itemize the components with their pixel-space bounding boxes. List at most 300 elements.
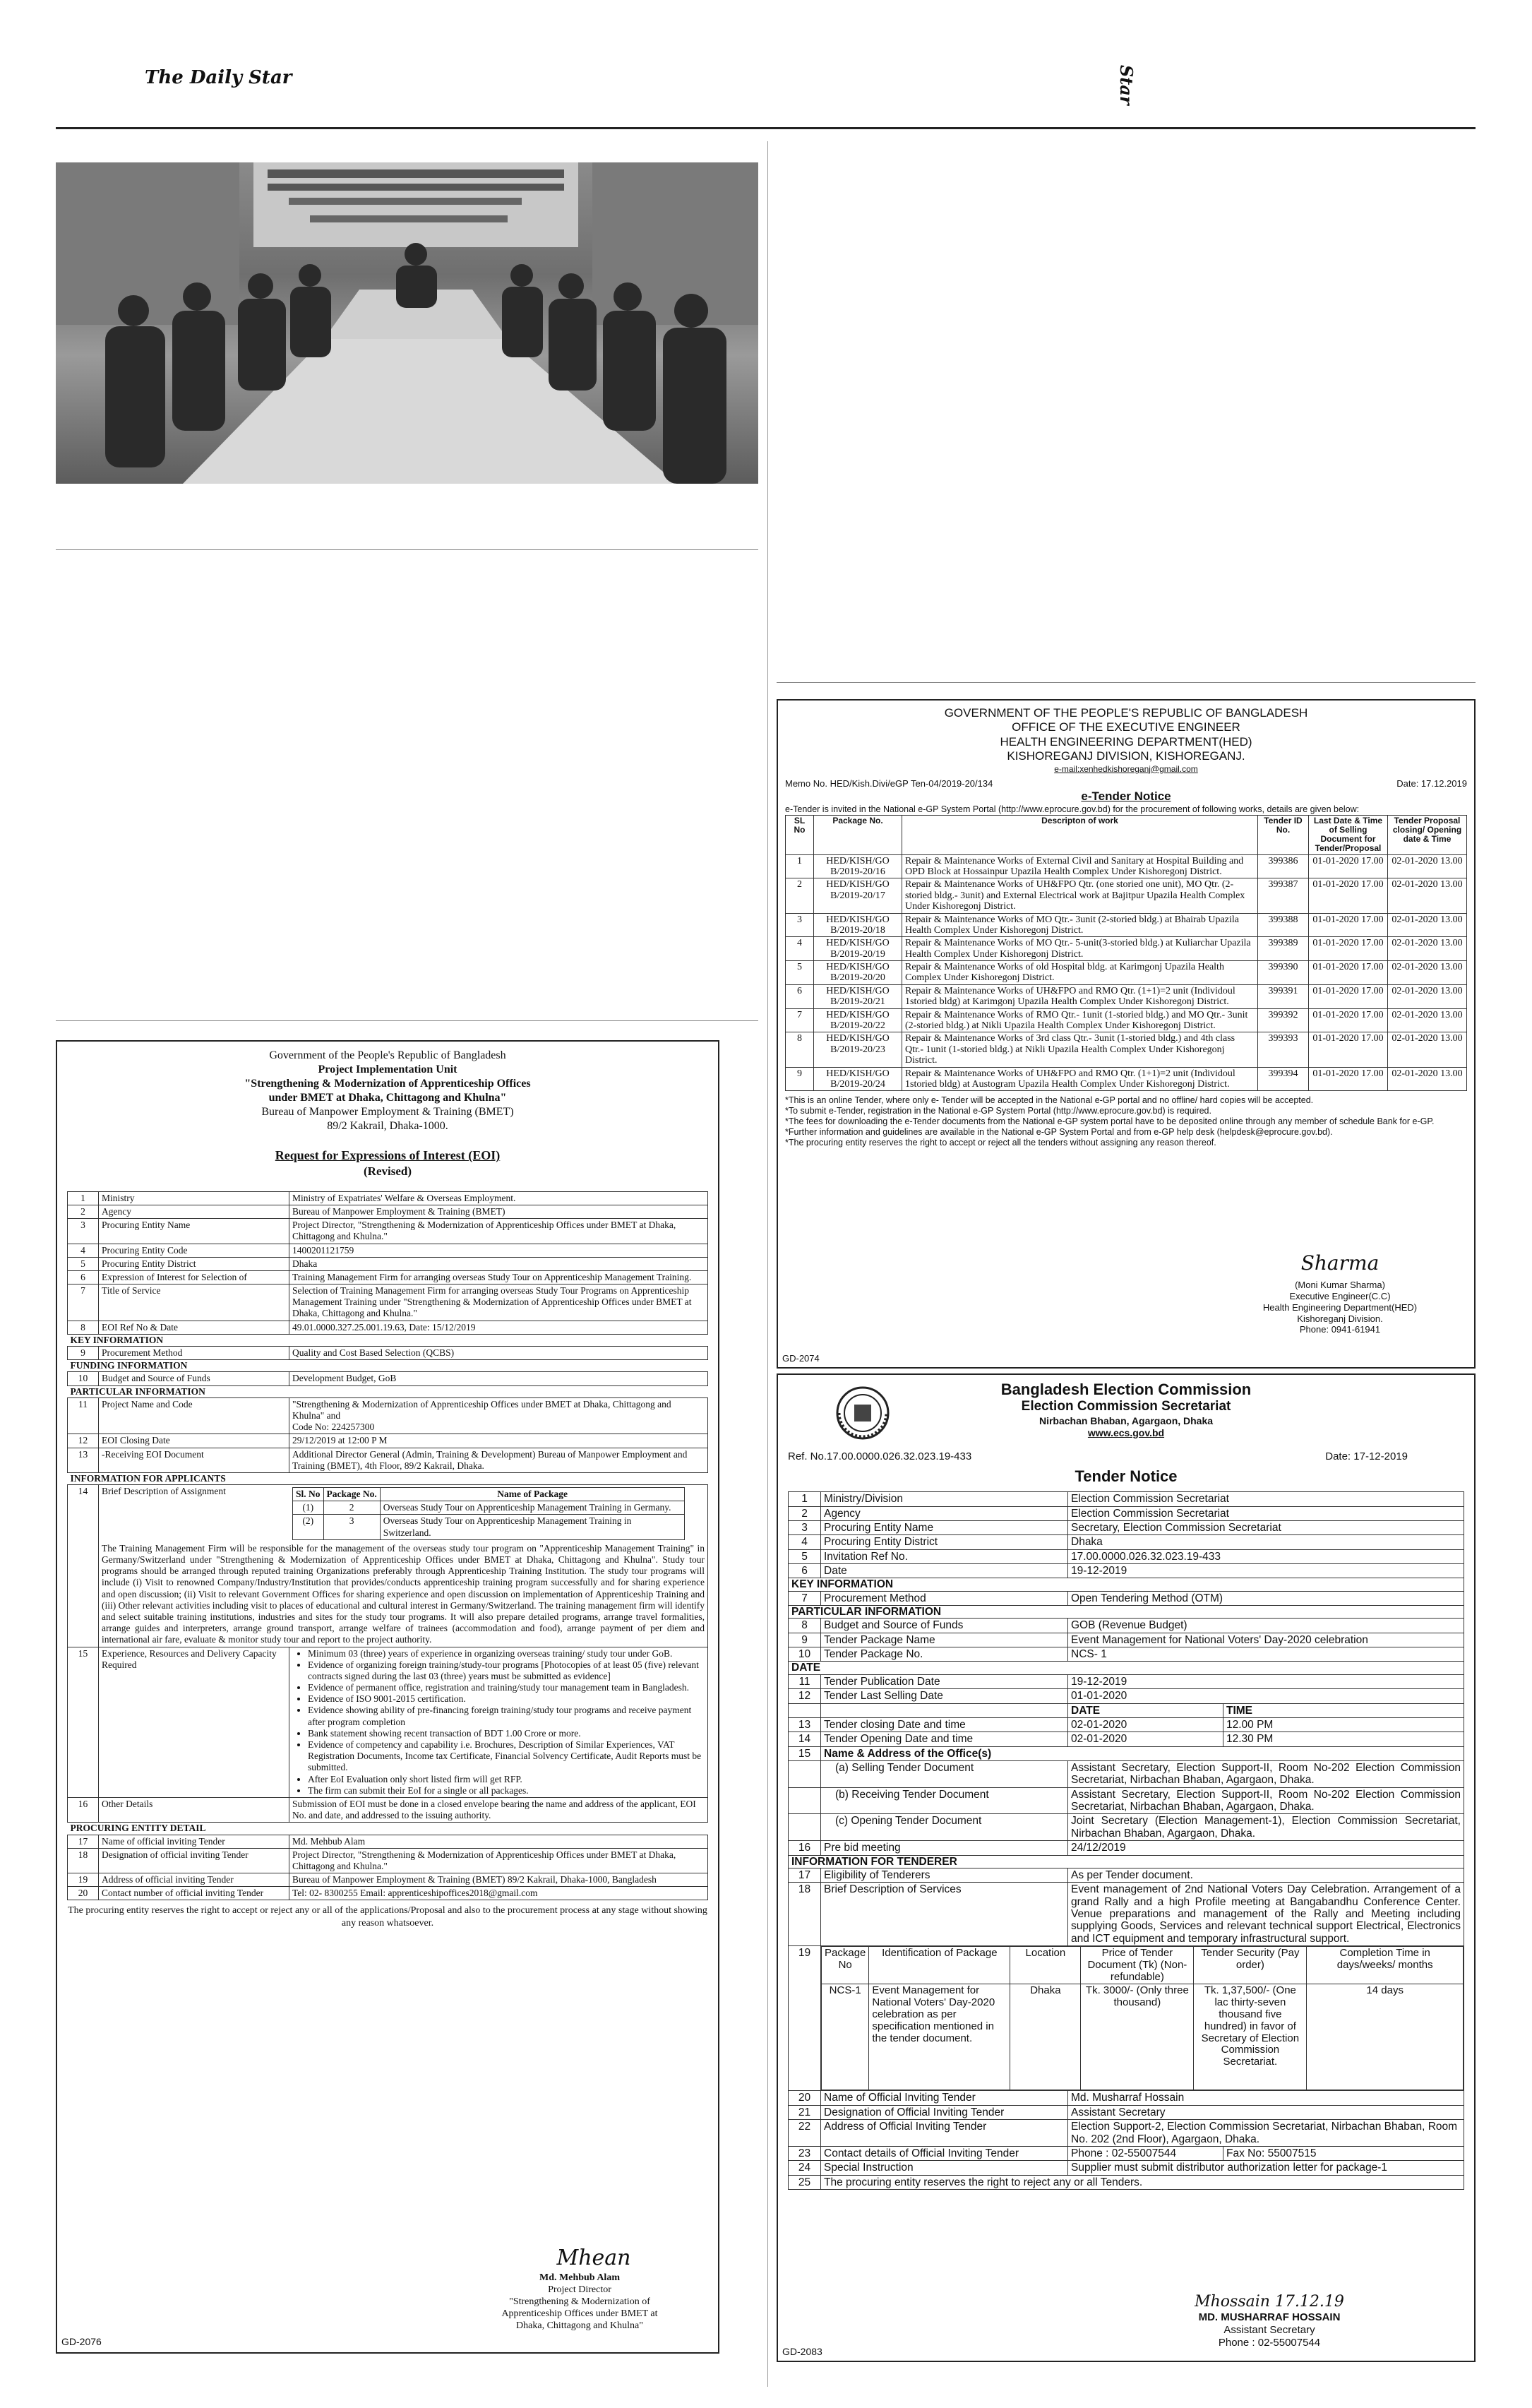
hed-col-header: Descripton of work <box>902 815 1258 854</box>
table-cell: 16 <box>68 1797 99 1822</box>
table-cell: 5 <box>786 961 814 985</box>
table-cell: 15 <box>68 1647 99 1797</box>
table-cell: Project Name and Code <box>99 1397 289 1434</box>
table-cell: EOI Closing Date <box>99 1434 289 1448</box>
table-cell: Joint Secretary (Election Management-1), Election Commission Secretariat, Nirbachan Bhaban, Agargaon, Dhaka. <box>1068 1814 1464 1841</box>
table-cell: 02-01-2020 13.00 <box>1388 913 1467 937</box>
office-row <box>789 1761 1464 1788</box>
eoi-title: Request for Expressions of Interest (EOI) <box>275 1148 501 1162</box>
masthead-left: The Daily Star <box>145 67 292 88</box>
table-row <box>68 1372 708 1385</box>
package-col-header: Package No. <box>323 1488 380 1501</box>
section-heading: FUNDING INFORMATION <box>70 1360 188 1371</box>
table-cell: 399391 <box>1258 984 1309 1008</box>
table-cell: 02-01-2020 13.00 <box>1388 961 1467 985</box>
table-row <box>789 1868 1464 1882</box>
table-row <box>786 1008 1467 1032</box>
table-row <box>789 1946 1464 2091</box>
table-cell: Address of official inviting Tender <box>99 1873 289 1887</box>
table-row <box>789 1520 1464 1534</box>
table-cell: Assistant Secretary, Election Support-II, Room No-202 Election Commission Secretariat, Nirbachan Bhaban, Agargaon, Dhaka. <box>1068 1761 1464 1788</box>
table-cell: Development Budget, GoB <box>289 1372 708 1385</box>
table-cell: 17 <box>68 1835 99 1848</box>
table-row <box>789 1647 1464 1662</box>
eoi-header-line: Government of the People's Republic of Bangladesh <box>269 1049 506 1061</box>
table-cell: 1 <box>68 1191 99 1205</box>
package-col-header: Completion Time in days/weeks/ months <box>1307 1947 1464 1984</box>
hed-intro: e-Tender is invited in the National e-GP System Portal (http://www.eprocure.gov.bd) for the procurement of following works, details are given below: <box>785 804 1360 814</box>
office-label: (c) Opening Tender Document <box>821 1814 1068 1841</box>
table-cell: Election Support-2, Election Commission Secretariat, Nirbachan Bhaban, Room No. 202 (2nd Floor), Agargaon, Dhaka. <box>1068 2120 1464 2147</box>
hed-sig-name: (Moni Kumar Sharma) <box>1295 1280 1385 1290</box>
package-cell: Event Management for National Voters' Day-2020 celebration as per specification mentioned in the tender document. <box>869 1984 1010 2090</box>
section-row <box>789 1606 1464 1619</box>
table-cell: (2) <box>293 1515 324 1539</box>
table-cell: Procurement Method <box>99 1347 289 1360</box>
ec-sig-desig: Assistant Secretary <box>1223 2324 1315 2337</box>
table-row <box>68 1397 708 1434</box>
section-heading: KEY INFORMATION <box>789 1578 1464 1591</box>
table-row <box>786 913 1467 937</box>
table-cell: HED/KISH/GO B/2019-20/19 <box>814 937 902 961</box>
hed-header-line: HEALTH ENGINEERING DEPARTMENT(HED) <box>1000 734 1252 749</box>
table-cell: 1 <box>789 1492 821 1506</box>
table-cell: 29/12/2019 at 12:00 P M <box>289 1434 708 1448</box>
hed-title: e-Tender Notice <box>1081 789 1171 803</box>
table-cell: Date <box>821 1563 1068 1578</box>
eoi-subtitle: (Revised) <box>364 1164 412 1178</box>
table-row <box>68 1191 708 1205</box>
table-cell: 23 <box>789 2146 821 2160</box>
cell-label: Brief Description of Assignment <box>102 1486 226 1497</box>
ec-sig-name: MD. MUSHARRAF HOSSAIN <box>1198 2311 1341 2324</box>
table-cell: 19 <box>789 1946 821 2091</box>
table-cell: Supplier must submit distributor authorization letter for package-1 <box>1068 2161 1464 2175</box>
table-cell: 13 <box>68 1448 99 1472</box>
table-cell: 12 <box>789 1689 821 1703</box>
eoi-signature: Mhean Md. Mehbub Alam Project Director "Strengthening & Modernization of Apprenticeship Offices under BMET at Dhaka, Chittagong and Khulna" <box>453 2246 707 2332</box>
table-cell: Name of official inviting Tender <box>99 1835 289 1848</box>
table-cell: As per Tender document. <box>1068 1868 1464 1882</box>
hed-signature: Sharma (Moni Kumar Sharma) Executive Engineer(C.C) Health Engineering Department(HED) Kishoreganj Division. Phone: 0941-61941 <box>1234 1251 1446 1335</box>
table-cell: Expression of Interest for Selection of <box>99 1270 289 1284</box>
table-cell: 01-01-2020 <box>1068 1689 1464 1703</box>
table-row <box>789 1549 1464 1563</box>
table-cell: Repair & Maintenance Works of External Civil and Sanitary at Hospital Building and OPD Block at Hossainpur Upazila Health Complex Under Kishoregonj District. <box>902 854 1258 878</box>
eoi-sig-line: Dhaka, Chittagong and Khulna" <box>516 2320 643 2331</box>
requirement-item: • Bank statement showing recent transaction of BDT 1.00 Crore or more. <box>308 1728 705 1739</box>
table-cell: 3 <box>786 913 814 937</box>
table-cell: Procuring Entity Name <box>99 1219 289 1244</box>
table-cell: 01-01-2020 17.00 <box>1309 961 1388 985</box>
table-row <box>789 2120 1464 2147</box>
table-cell: Phone : 02-55007544 <box>1068 2146 1223 2160</box>
table-cell: 02-01-2020 13.00 <box>1388 1032 1467 1067</box>
requirement-item: • Evidence of ISO 9001-2015 certification. <box>308 1693 705 1705</box>
table-cell: 11 <box>68 1397 99 1434</box>
table-cell <box>99 1485 708 1647</box>
table-cell: Budget and Source of Funds <box>821 1619 1068 1633</box>
table-row <box>789 1732 1464 1746</box>
table-cell: 6 <box>786 984 814 1008</box>
table-cell: 18 <box>68 1848 99 1873</box>
table-cell: 2 <box>789 1506 821 1520</box>
table-cell: 5 <box>68 1257 99 1270</box>
table-row <box>68 1205 708 1218</box>
table-cell: 6 <box>68 1270 99 1284</box>
table-cell: HED/KISH/GO B/2019-20/17 <box>814 878 902 913</box>
package-cell: Tk. 3000/- (Only three thousand) <box>1081 1984 1194 2090</box>
table-cell: HED/KISH/GO B/2019-20/24 <box>814 1067 902 1091</box>
office-label: (a) Selling Tender Document <box>821 1761 1068 1788</box>
table-row <box>789 2091 1464 2105</box>
table-cell: Assistant Secretary, Election Support-II, Room No-202 Election Commission Secretariat, Nirbachan Bhaban, Agargaon, Dhaka. <box>1068 1787 1464 1814</box>
table-cell: Tender Opening Date and time <box>821 1732 1068 1746</box>
table-cell: Repair & Maintenance Works of MO Qtr.- 3unit (2-storied bldg.) at Bhairab Upazila Health Complex Under Kishoregonj District. <box>902 913 1258 937</box>
table-row <box>789 2105 1464 2119</box>
table-cell: 399389 <box>1258 937 1309 961</box>
hed-header-line: KISHOREGANJ DIVISION, KISHOREGANJ. <box>1007 749 1245 763</box>
section-row <box>68 1823 708 1835</box>
table-cell: 7 <box>789 1591 821 1605</box>
section-heading: PROCURING ENTITY DETAIL <box>70 1823 206 1834</box>
table-cell: 22 <box>789 2120 821 2147</box>
table-cell: 02-01-2020 13.00 <box>1388 984 1467 1008</box>
table-cell: 19-12-2019 <box>1068 1674 1464 1688</box>
eoi-header-line: under BMET at Dhaka, Chittagong and Khulna" <box>268 1092 507 1104</box>
table-row <box>789 1717 1464 1732</box>
table-cell: Submission of EOI must be done in a closed envelope bearing the name and address of the applicant, EOI No. and date, and addressed to the issuing authority. <box>289 1797 708 1822</box>
table-cell: Procuring Entity District <box>821 1535 1068 1549</box>
package-col-header: Price of Tender Document (Tk) (Non-refundable) <box>1081 1947 1194 1984</box>
table-row <box>68 1835 708 1848</box>
table-cell: 399387 <box>1258 878 1309 913</box>
table-cell: 24 <box>789 2161 821 2175</box>
table-row <box>68 1448 708 1472</box>
package-row <box>293 1501 685 1515</box>
table-cell: 01-01-2020 17.00 <box>1309 984 1388 1008</box>
table-cell: Overseas Study Tour on Apprenticeship Management Training in Germany. <box>380 1501 685 1515</box>
hed-sig-line: Kishoreganj Division. <box>1297 1313 1383 1324</box>
table-cell: 9 <box>786 1067 814 1091</box>
hed-note: *Further information and guidelines are available in the National e-GP System Portal and from e-GP help desk (helpdesk@eprocure.gov.bd). <box>785 1127 1333 1138</box>
table-cell: Md. Musharraf Hossain <box>1068 2091 1464 2105</box>
office-row <box>789 1814 1464 1841</box>
masthead-rule <box>56 127 1476 129</box>
requirement-item: • Minimum 03 (three) years of experience in organizing overseas training/ study tour under GoB. <box>308 1648 705 1659</box>
ec-title: Tender Notice <box>1075 1467 1178 1485</box>
table-cell: 3 <box>323 1515 380 1539</box>
hed-col-header: Tender Proposal closing/ Opening date & Time <box>1388 815 1467 854</box>
ec-emblem-icon <box>834 1385 891 1441</box>
table-cell: 399392 <box>1258 1008 1309 1032</box>
table-cell: 20 <box>68 1887 99 1900</box>
table-row <box>68 1873 708 1887</box>
table-cell: 14 <box>789 1732 821 1746</box>
package-cell: Dhaka <box>1010 1984 1081 2090</box>
table-row <box>786 1032 1467 1067</box>
requirement-item: • The firm can submit their EoI for a single or all packages. <box>308 1785 705 1796</box>
table-cell: Tender Publication Date <box>821 1674 1068 1688</box>
eoi-header <box>67 1049 708 1179</box>
table-row <box>789 1689 1464 1703</box>
table-row <box>68 1848 708 1873</box>
table-cell: Procuring Entity Code <box>99 1244 289 1257</box>
table-cell: 399390 <box>1258 961 1309 985</box>
table-row <box>789 1492 1464 1506</box>
table-row <box>68 1887 708 1900</box>
table-cell: (1) <box>293 1501 324 1515</box>
table-cell: 16 <box>789 1841 821 1855</box>
section-row <box>789 1855 1464 1868</box>
package-col-header: Tender Security (Pay order) <box>1194 1947 1307 1984</box>
table-cell: Repair & Maintenance Works of 3rd class Qtr.- 3unit (1-storied bldg.) and 4th class Qtr.- 1unit (1-storied bldg.) at Nikli Upazila Health Complex Under Kishoregonj District. <box>902 1032 1258 1067</box>
table-cell: 01-01-2020 17.00 <box>1309 854 1388 878</box>
requirement-item: • Evidence showing ability of pre-financing foreign training/study tour programs and receive payment after program completion <box>308 1705 705 1727</box>
table-cell: 6 <box>789 1563 821 1578</box>
table-row <box>68 1321 708 1334</box>
cell-text: "Strengthening & Modernization of Apprenticeship Offices under BMET at Dhaka, Chittagong and Khulna" and <box>292 1398 671 1421</box>
table-cell: HED/KISH/GO B/2019-20/21 <box>814 984 902 1008</box>
table-cell: Name of Official Inviting Tender <box>821 2091 1068 2105</box>
table-cell: Special Instruction <box>821 2161 1068 2175</box>
ec-website: www.ecs.gov.bd <box>1087 1426 1165 1438</box>
table-cell: Bureau of Manpower Employment & Training (BMET) <box>289 1205 708 1218</box>
package-col-header: Name of Package <box>380 1488 685 1501</box>
table-cell: 01-01-2020 17.00 <box>1309 1067 1388 1091</box>
table-row <box>786 1067 1467 1091</box>
table-cell: Bureau of Manpower Employment & Training (BMET) 89/2 Kakrail, Dhaka-1000, Bangladesh <box>289 1873 708 1887</box>
requirement-item: • After EoI Evaluation only short listed firm will get RFP. <box>308 1774 705 1785</box>
cell-text: Code No: 224257300 <box>292 1421 375 1433</box>
hed-col-header: Package No. <box>814 815 902 854</box>
table-row <box>789 1703 1464 1717</box>
ec-header-line: Election Commission Secretariat <box>1021 1399 1231 1414</box>
table-row <box>786 878 1467 913</box>
table-cell: HED/KISH/GO B/2019-20/22 <box>814 1008 902 1032</box>
requirement-item: • Evidence of organizing foreign training/study-tour programs [Photocopies of at least 05 (five) relevant contracts signed during the last 03 (three) years must be submitted as evidence] <box>308 1659 705 1682</box>
table-cell: Invitation Ref No. <box>821 1549 1068 1563</box>
eoi-notice <box>56 1040 719 2354</box>
table-cell: Event management of 2nd National Voters Day Celebration. Arrangement of a grand Rally and a high Profile meeting at Bangabandhu Conference Center. Venue preparations and management of the Rally and Meeting including supplying Goods, Services and relevant technical support Electrical, Electronics and ICT equipment and temporary infrastructural support. <box>1068 1883 1464 1946</box>
table-cell: HED/KISH/GO B/2019-20/20 <box>814 961 902 985</box>
table-cell: 9 <box>789 1633 821 1647</box>
table-cell: Repair & Maintenance Works of old Hospital bldg. at Karimgonj Upazila Health Complex Under Kishoregonj District. <box>902 961 1258 985</box>
table-cell: 01-01-2020 17.00 <box>1309 1032 1388 1067</box>
table-row <box>68 1347 708 1360</box>
table-cell: 01-01-2020 17.00 <box>1309 878 1388 913</box>
table-cell: Designation of official inviting Tender <box>99 1848 289 1873</box>
ec-tender-notice <box>777 1373 1476 2362</box>
table-row <box>789 1506 1464 1520</box>
table-cell: 8 <box>789 1619 821 1633</box>
masthead-right: Star <box>1116 65 1137 105</box>
table-cell: Procurement Method <box>821 1591 1068 1605</box>
table-cell: Procuring Entity District <box>99 1257 289 1270</box>
ec-table <box>788 1491 1464 2190</box>
table-cell: Repair & Maintenance Works of RMO Qtr.- 1unit (1-storied bldg.) and MO Qtr.- 3unit (2-storied bldg.) at Nikli Upazila Health Complex Under Kishoregonj District. <box>902 1008 1258 1032</box>
table-cell: 8 <box>68 1321 99 1334</box>
table-row <box>789 1633 1464 1647</box>
package-cell: 14 days <box>1307 1984 1464 2090</box>
table-cell: 01-01-2020 17.00 <box>1309 913 1388 937</box>
table-row <box>789 1746 1464 1760</box>
assignment-description: The Training Management Firm will be responsible for the management of the overseas study tour program on "Apprenticeship Management Training" in Germany/Switzerland under "Strengthening & Modernization of Apprenticeship Offices under BMET at Dhaka, Chittagong and Khulna". Study tour programs should be arranged through reputed training Organizations preferably through Apprenticeship Training Institution. The study tour programs will include (i) Visit to renowned Company/Industry/Institution that provides/conducts apprenticeship training program successfully and for sharing experience and open discussion; (ii) Visit to relevant Government Offices for sharing experience and open discussion on implementation of Apprenticeship Training and (iii) Other relevant activities including visit to places of educational and cultural interest in Germany/Switzerland. The training management firm will identify and select suitable training institutions, industries and sites for the study tour programs. It will also prepare detailed programs, arrange travel formalities, arrange guides and interpreters, arrange ground transport, arrange welfare of trainees (accommodation and food), arrange payment of per diem and international air fare, evaluate & monitor study tour and report to the project authority. <box>102 1542 705 1645</box>
table-cell: Designation of Official Inviting Tender <box>821 2105 1068 2119</box>
table-row <box>789 1535 1464 1549</box>
package-col-header: Location <box>1010 1947 1081 1984</box>
package-col-header: Identification of Package <box>869 1947 1010 1984</box>
table-cell: 24/12/2019 <box>1068 1841 1464 1855</box>
package-grid <box>821 1946 1464 2090</box>
table-cell: Pre bid meeting <box>821 1841 1068 1855</box>
table-cell: Tender Package No. <box>821 1647 1068 1662</box>
section-row <box>68 1360 708 1372</box>
table-row <box>68 1244 708 1257</box>
hed-etender-notice <box>777 699 1476 1369</box>
table-cell: Name & Address of the Office(s) <box>821 1746 1464 1760</box>
table-cell: Agency <box>821 1506 1068 1520</box>
table-row <box>786 854 1467 878</box>
table-row <box>786 984 1467 1008</box>
table-cell: 02-01-2020 <box>1068 1732 1223 1746</box>
table-cell: 18 <box>789 1883 821 1946</box>
meeting-photo <box>56 162 758 484</box>
table-row <box>68 1270 708 1284</box>
table-cell <box>289 1647 708 1797</box>
section-rule <box>56 549 758 550</box>
table-cell: 3 <box>789 1520 821 1534</box>
table-cell: Ministry <box>99 1191 289 1205</box>
eoi-header-line: "Strengthening & Modernization of Apprenticeship Offices <box>244 1078 531 1090</box>
table-cell: EOI Ref No & Date <box>99 1321 289 1334</box>
table-cell: 01-01-2020 17.00 <box>1309 1008 1388 1032</box>
requirement-item: • Evidence of permanent office, registration and training/study tour management team in Bangladesh. <box>308 1682 705 1693</box>
table-cell: 21 <box>789 2105 821 2119</box>
table-cell: Other Details <box>99 1797 289 1822</box>
table-row <box>786 937 1467 961</box>
eoi-footer: The procuring entity reserves the right to accept or reject any or all of the applications/Proposal and also to the procurement process at any stage without showing any reason whatsoever. <box>68 1905 707 1929</box>
table-cell: 5 <box>789 1549 821 1563</box>
table-cell: Ministry/Division <box>821 1492 1068 1506</box>
table-cell: -Receiving EOI Document <box>99 1448 289 1472</box>
table-row <box>68 1797 708 1822</box>
table-cell: The procuring entity reserves the right to reject any or all Tenders. <box>821 2175 1464 2189</box>
table-cell <box>289 1397 708 1434</box>
ec-date: Date: 17-12-2019 <box>1325 1450 1408 1462</box>
section-rule <box>777 682 1476 683</box>
table-row <box>789 1591 1464 1605</box>
table-cell: Contact details of Official Inviting Tender <box>821 2146 1068 2160</box>
hed-sig-line: Executive Engineer(C.C) <box>1289 1290 1391 1301</box>
table-cell: 4 <box>786 937 814 961</box>
hed-memo: Memo No. HED/Kish.Divi/eGP Ten-04/2019-20/134 <box>785 777 993 789</box>
section-heading: INFORMATION FOR APPLICANTS <box>70 1472 226 1484</box>
hed-note: *To submit e-Tender, registration in the National e-GP System Portal (http://www.eprocure.gov.bd) is required. <box>785 1106 1211 1116</box>
table-row <box>68 1647 708 1797</box>
table-cell: 19 <box>68 1873 99 1887</box>
table-cell: Md. Mehbub Alam <box>289 1835 708 1848</box>
table-cell: Selection of Training Management Firm for arranging overseas Study Tour Programs on Apprenticeship Management Training under "Strengthening & Modernization of Apprenticeship Offices under BMET at Dhaka, Chittagong and Khulna." <box>289 1285 708 1321</box>
hed-col-header: Tender ID No. <box>1258 815 1309 854</box>
table-row <box>789 2161 1464 2175</box>
eoi-table <box>67 1191 708 1901</box>
table-cell: Overseas Study Tour on Apprenticeship Management Training in Switzerland. <box>380 1515 685 1539</box>
table-cell: Tender closing Date and time <box>821 1717 1068 1732</box>
package-cell: Tk. 1,37,500/- (One lac thirty-seven thousand five hundred) in favor of Secretary of Election Commission Secretariat. <box>1194 1984 1307 2090</box>
table-cell: Project Director, "Strengthening & Modernization of Apprenticeship Offices under BMET at Dhaka, Chittagong and Khulna." <box>289 1219 708 1244</box>
table-cell: 20 <box>789 2091 821 2105</box>
eoi-sig-line: Apprenticeship Offices under BMET at <box>501 2308 658 2319</box>
table-cell: Additional Director General (Admin, Training & Development) Bureau of Manpower Employment and Training (BMET), 4th Floor, 89/2 Kakrail, Dhaka. <box>289 1448 708 1472</box>
table-cell: Tender Package Name <box>821 1633 1068 1647</box>
eoi-header-line: Project Implementation Unit <box>318 1063 457 1075</box>
table-row <box>789 1674 1464 1688</box>
eoi-header-line: Bureau of Manpower Employment & Training (BMET) <box>261 1106 514 1118</box>
hed-sig-line: Health Engineering Department(HED) <box>1262 1301 1418 1313</box>
table-row <box>789 1883 1464 1946</box>
table-cell: 15 <box>789 1746 821 1760</box>
hed-email: e-mail:xenhedkishoreganj@gmail.com <box>1054 763 1198 774</box>
section-heading: PARTICULAR INFORMATION <box>70 1385 205 1397</box>
table-cell: Title of Service <box>99 1285 289 1321</box>
eoi-sig-desig: Project Director <box>548 2284 611 2295</box>
table-cell: 13 <box>789 1717 821 1732</box>
table-cell: 12 <box>68 1434 99 1448</box>
table-cell: 49.01.0000.327.25.001.19.63, Date: 15/12/2019 <box>289 1321 708 1334</box>
section-row <box>68 1334 708 1346</box>
table-cell: 19-12-2019 <box>1068 1563 1464 1578</box>
ec-ref: Ref. No.17.00.0000.026.32.023.19-433 <box>788 1450 972 1462</box>
table-cell: Project Director, "Strengthening & Modernization of Apprenticeship Offices under BMET at Dhaka, Chittagong and Khulna." <box>289 1848 708 1873</box>
table-cell: 399394 <box>1258 1067 1309 1091</box>
hed-note: *The fees for downloading the e-Tender documents from the National e-GP system portal have to be deposited online through any member of schedule Bank for e-GP. <box>785 1116 1435 1127</box>
table-row <box>789 1841 1464 1855</box>
hed-header-line: OFFICE OF THE EXECUTIVE ENGINEER <box>1012 720 1240 734</box>
table-row <box>786 961 1467 985</box>
eoi-sig-line: "Strengthening & Modernization of <box>509 2296 650 2307</box>
section-row <box>68 1472 708 1484</box>
section-heading: DATE <box>789 1662 1464 1674</box>
table-cell: Secretary, Election Commission Secretariat <box>1068 1520 1464 1534</box>
office-row <box>789 1787 1464 1814</box>
table-cell: 02-01-2020 13.00 <box>1388 1008 1467 1032</box>
requirement-item: • Evidence of competency and capability i.e. Brochures, Description of Similar Experiences, VAT Registration Documents, Income tax Certificate, Financial Solvency Certificate, Audit Reports must be submitted. <box>308 1739 705 1774</box>
table-cell: HED/KISH/GO B/2019-20/18 <box>814 913 902 937</box>
table-cell: 25 <box>789 2175 821 2189</box>
table-cell: Quality and Cost Based Selection (QCBS) <box>289 1347 708 1360</box>
table-cell: 12.30 PM <box>1223 1732 1464 1746</box>
table-cell: 2 <box>323 1501 380 1515</box>
table-cell: Election Commission Secretariat <box>1068 1506 1464 1520</box>
table-cell: 8 <box>786 1032 814 1067</box>
table-row <box>68 1485 708 1647</box>
table-cell: 17.00.0000.026.32.023.19-433 <box>1068 1549 1464 1563</box>
table-cell: Dhaka <box>1068 1535 1464 1549</box>
table-cell: 17 <box>789 1868 821 1882</box>
table-cell: Training Management Firm for arranging overseas Study Tour on Apprenticeship Management Training. <box>289 1270 708 1284</box>
requirements-list <box>292 1648 705 1796</box>
table-cell: 10 <box>789 1647 821 1662</box>
hed-col-header: Last Date & Time of Selling Document for Tender/Proposal <box>1309 815 1388 854</box>
table-cell: 02-01-2020 13.00 <box>1388 1067 1467 1091</box>
table-cell: Tel: 02- 8300255 Email: apprenticeshipoffices2018@gmail.com <box>289 1887 708 1900</box>
hed-code: GD-2074 <box>782 1353 820 1364</box>
table-row <box>789 1563 1464 1578</box>
hed-date: Date: 17.12.2019 <box>1396 777 1467 789</box>
section-heading: INFORMATION FOR TENDERER <box>789 1855 1464 1868</box>
package-row <box>822 1984 1464 2090</box>
